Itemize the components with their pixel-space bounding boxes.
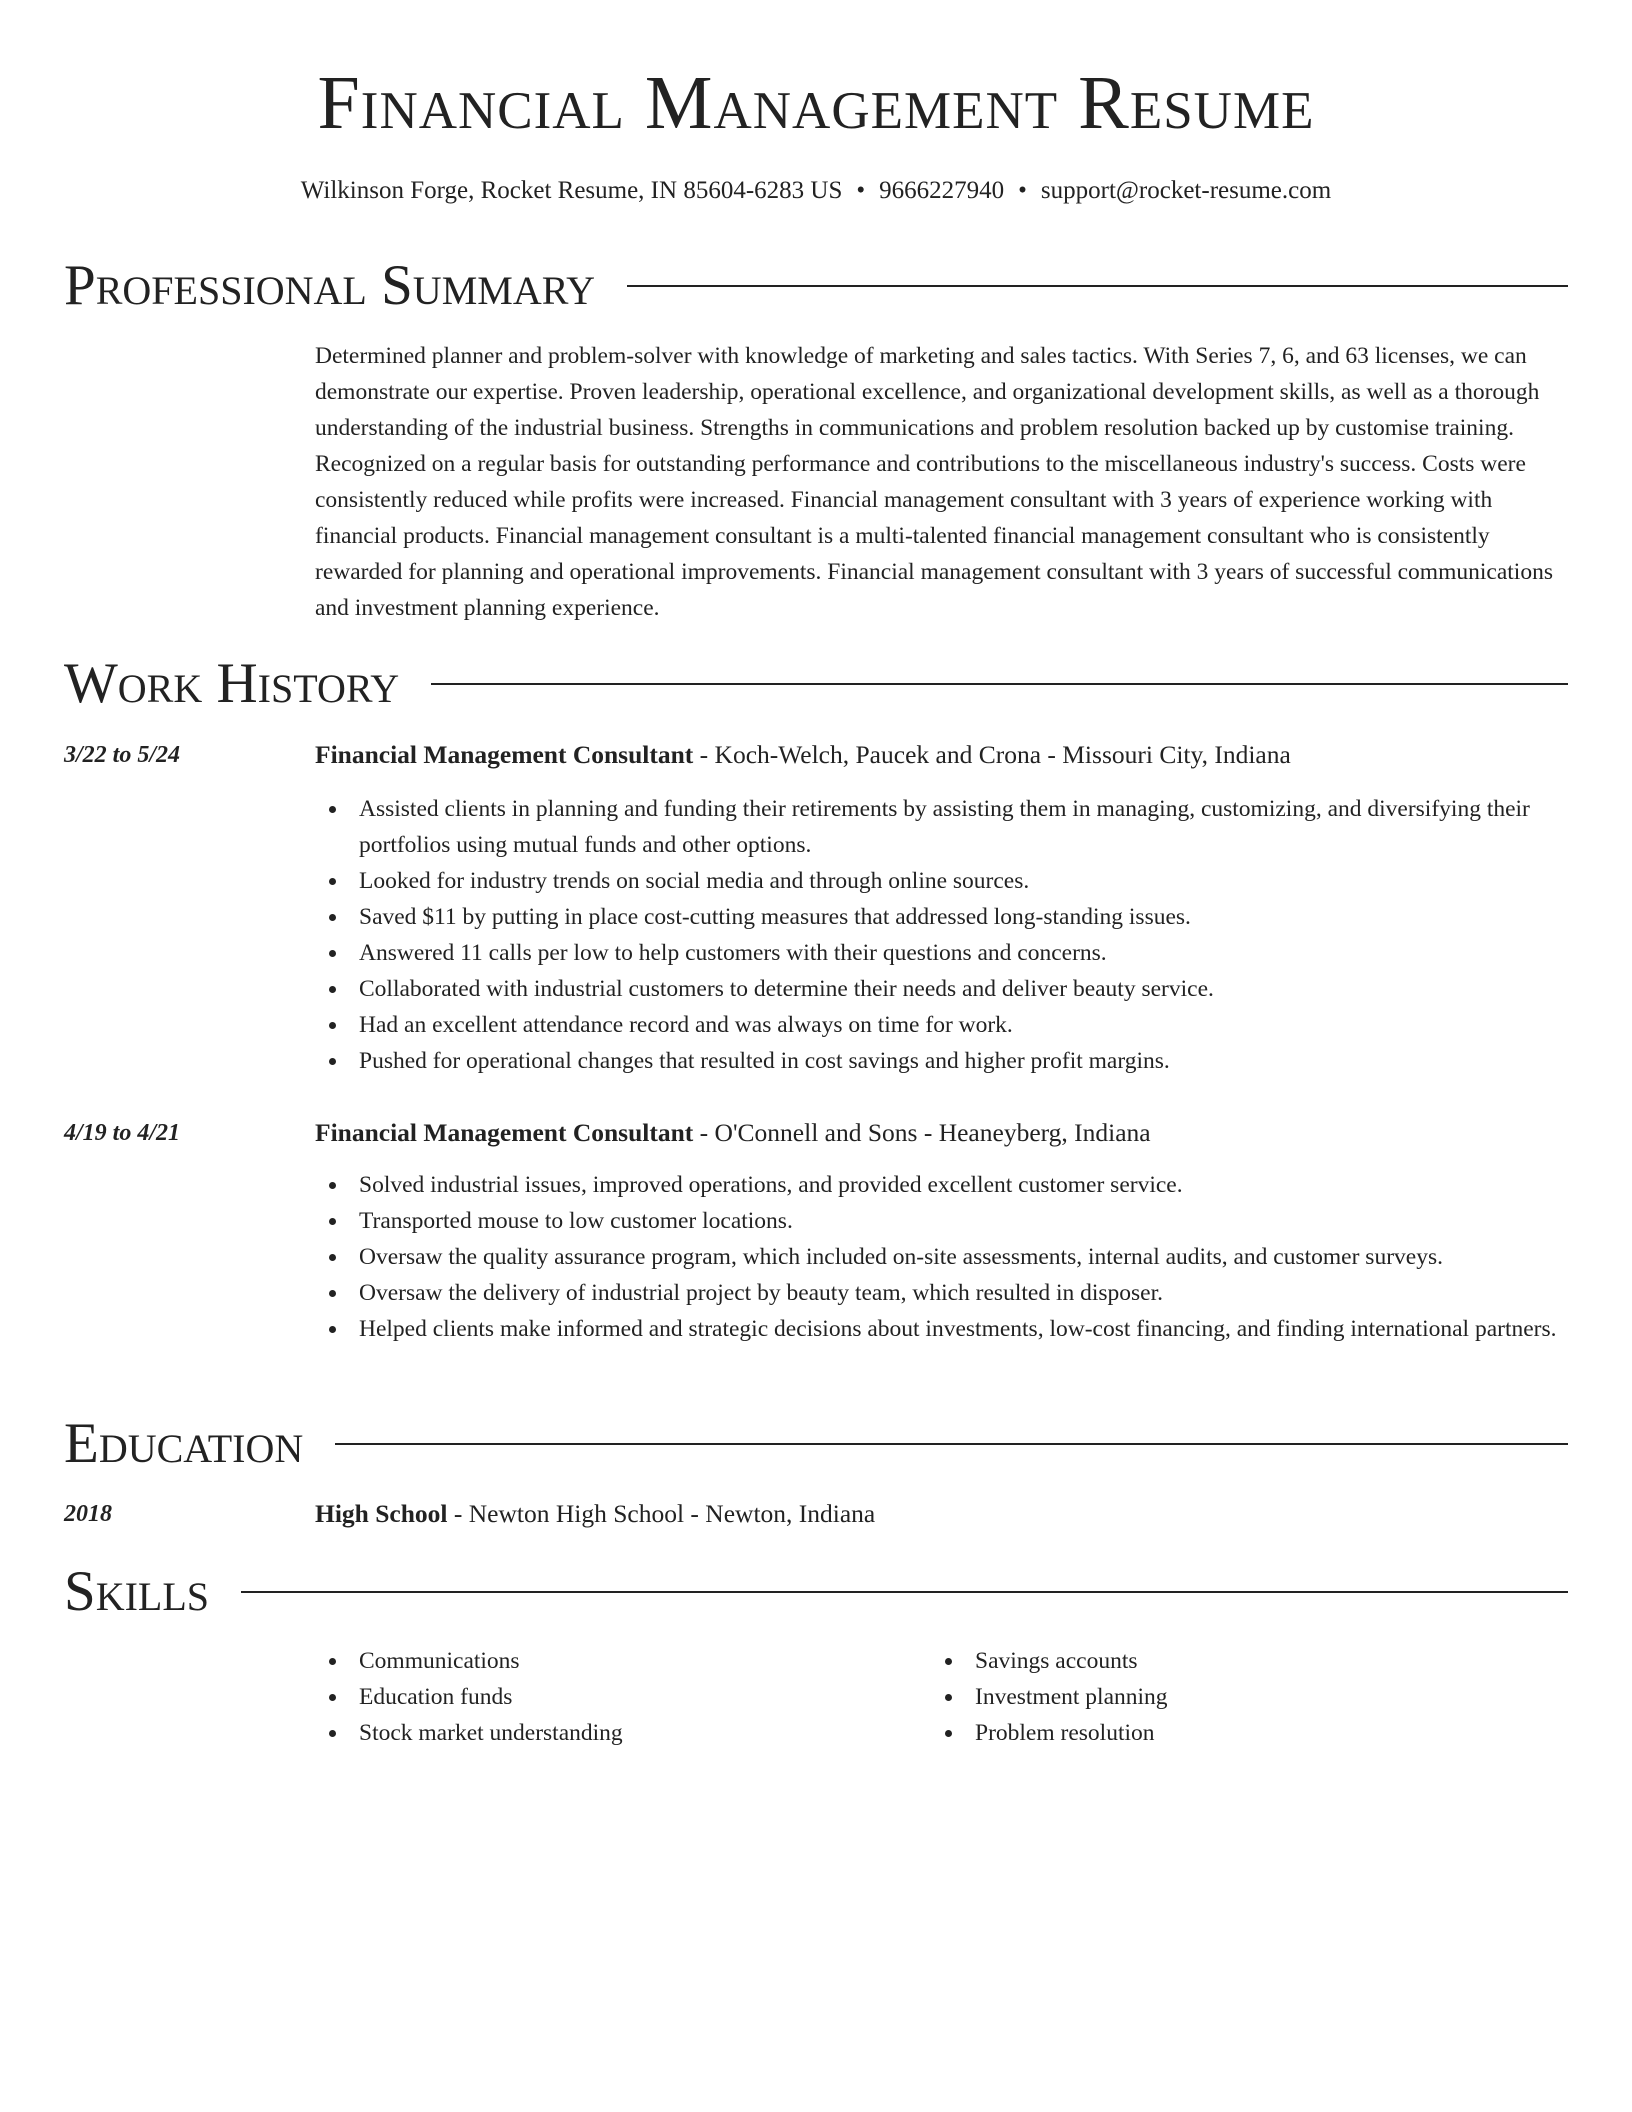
list-item: Helped clients make informed and strategic decisions about investments, low-cost financing, and finding international partners. [315, 1311, 1570, 1347]
job-dates: 3/22 to 5/24 [64, 742, 181, 768]
contact-phone: 9666227940 [879, 177, 1005, 204]
job-details: - O'Connell and Sons - Heaneyberg, Indiana [693, 1118, 1151, 1147]
contact-separator: • [1018, 177, 1027, 204]
skill-item: Stock market understanding [315, 1715, 875, 1751]
list-item: Pushed for operational changes that resulted in cost savings and higher profit margins. [315, 1043, 1570, 1079]
job-heading [315, 1115, 1151, 1151]
list-item: Looked for industry trends on social media and through online sources. [315, 863, 1570, 899]
contact-separator: • [856, 177, 866, 204]
education-details: - Newton High School - Newton, Indiana [447, 1499, 876, 1528]
contact-address: Wilkinson Forge, Rocket Resume, IN 85604-6283 US [300, 177, 843, 204]
job-title: Financial Management Consultant [315, 740, 694, 769]
job-dates: 4/19 to 4/21 [64, 1120, 181, 1146]
job-bullets [315, 791, 1570, 1079]
job-heading [315, 737, 1291, 773]
skills-heading: Skills [64, 1560, 210, 1623]
section-divider [335, 1443, 1568, 1445]
list-item: Oversaw the quality assurance program, which included on-site assessments, internal audits, and customer surveys. [315, 1239, 1570, 1275]
list-item: Collaborated with industrial customers to determine their needs and deliver beauty service. [315, 971, 1570, 1007]
job-bullets [315, 1167, 1570, 1347]
education-heading-line [315, 1496, 875, 1532]
list-item: Assisted clients in planning and funding their retirements by assisting them in managing, customizing, and diversifying their portfolios using mutual funds and other options. [315, 791, 1570, 863]
list-item: Solved industrial issues, improved operations, and provided excellent customer service. [315, 1167, 1570, 1203]
skill-item: Communications [315, 1643, 875, 1679]
section-divider [627, 285, 1568, 287]
job-details: - Koch-Welch, Paucek and Crona - Missouri City, Indiana [693, 740, 1291, 769]
job-title: Financial Management Consultant [315, 1118, 694, 1147]
skill-item: Investment planning [931, 1679, 1491, 1715]
skill-item: Education funds [315, 1679, 875, 1715]
education-year: 2018 [64, 1501, 112, 1527]
list-item: Oversaw the delivery of industrial project by beauty team, which resulted in disposer. [315, 1275, 1570, 1311]
list-item: Answered 11 calls per low to help customers with their questions and concerns. [315, 935, 1570, 971]
section-divider [431, 683, 1568, 685]
work-section-header [64, 652, 1568, 716]
skills-section-header [64, 1560, 1568, 1624]
summary-heading: Professional Summary [64, 254, 596, 317]
skills-list-right [931, 1643, 1491, 1751]
contact-email: support@rocket-resume.com [1040, 177, 1332, 204]
summary-text: Determined planner and problem-solver with knowledge of marketing and sales tactics. With Series 7, 6, and 63 licenses, we can demonstrate our expertise. Proven leadership, operational excellence, and organizational development skills, as well as a thorough understanding of the industrial business. Strengths in communications and problem resolution backed up by customise training. Recognized on a regular basis for outstanding performance and contributions to the miscellaneous industry's success. Costs were consistently reduced while profits were increased. Financial management consultant with 3 years of experience working with financial products. Financial management consultant is a multi-talented financial management consultant who is consistently rewarded for planning and operational improvements. Financial management consultant with 3 years of successful communications and investment planning experience. [315, 343, 1553, 621]
summary-section-header [64, 254, 1568, 318]
skill-item: Problem resolution [931, 1715, 1491, 1751]
education-section-header [64, 1412, 1568, 1476]
contact-line [0, 175, 1632, 207]
section-divider [241, 1591, 1568, 1593]
list-item: Saved $11 by putting in place cost-cutting measures that addressed long-standing issues. [315, 899, 1570, 935]
education-heading: Education [64, 1412, 304, 1475]
list-item: Transported mouse to low customer locations. [315, 1203, 1570, 1239]
education-degree: High School [315, 1499, 448, 1528]
list-item: Had an excellent attendance record and was always on time for work. [315, 1007, 1570, 1043]
work-heading: Work History [64, 652, 400, 715]
resume-title: Financial Management Resume [317, 61, 1315, 145]
skill-item: Savings accounts [931, 1643, 1491, 1679]
skills-list-left [315, 1643, 875, 1751]
